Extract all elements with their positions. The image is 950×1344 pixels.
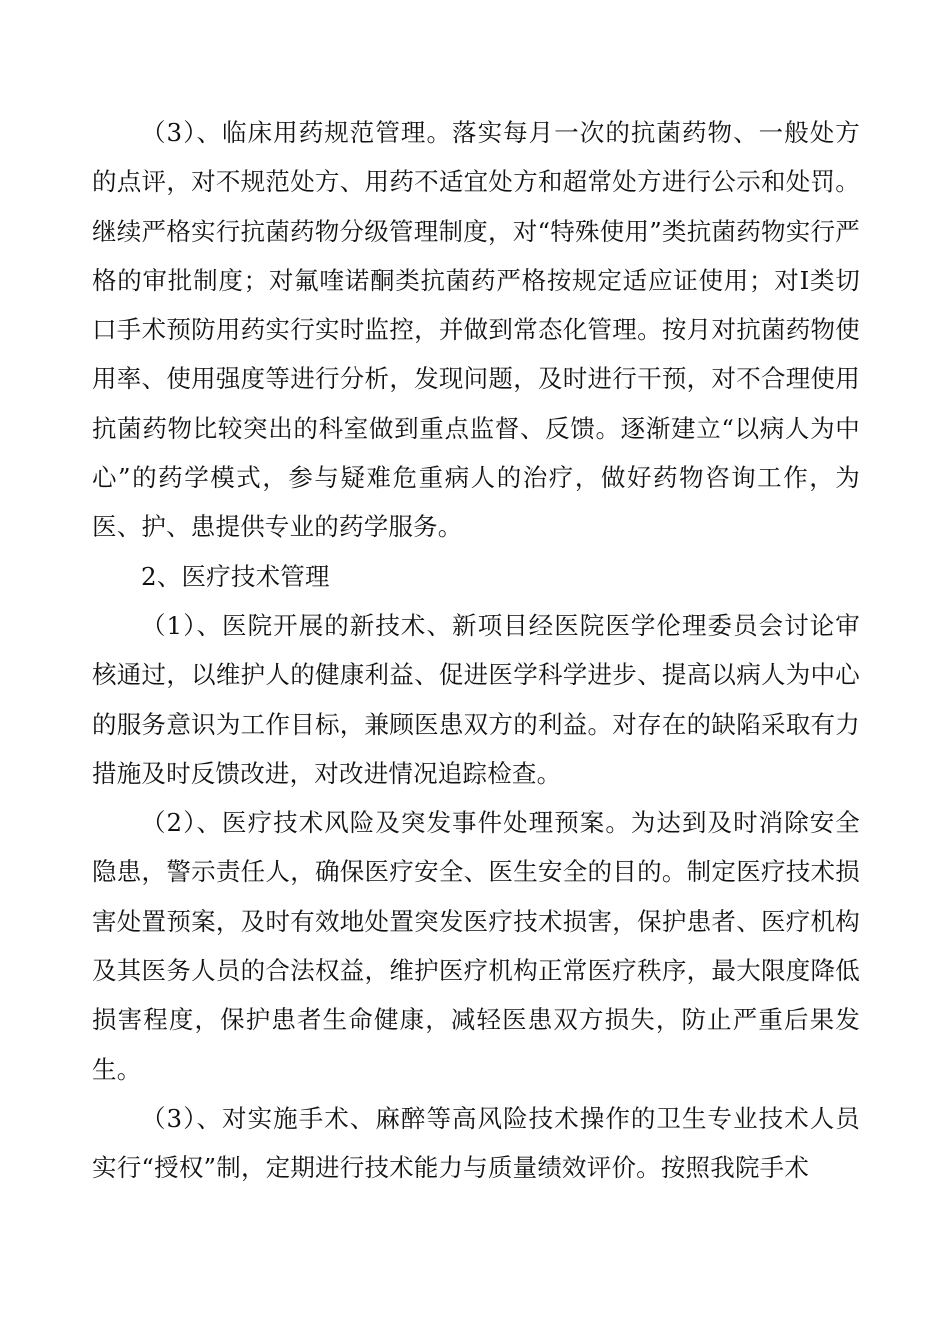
- section-heading-medical-technology: 2、医疗技术管理: [141, 561, 330, 591]
- paragraph-risk-emergency-plan: （2）、医疗技术风险及突发事件处理预案。为达到及时消除安全隐患，警示责任人，确保医疗安全、医生安全的目的。制定医疗技术损害处置预案，及时有效地处置突发医疗技术损害，保护患者、医疗机构及其医务人员的合法权益，维护医疗机构正常医疗秩序，最大限度降低损害程度，保护患者生命健康，减轻医患双方损失，防止严重后果发生。: [92, 808, 860, 1084]
- document-page: [92, 108, 860, 1193]
- paragraph-clinical-drug-management: （3）、临床用药规范管理。落实每月一次的抗菌药物、一般处方的点评，对不规范处方、用药不适宜处方和超常处方进行公示和处罚。继续严格实行抗菌药物分级管理制度，对“特殊使用”类抗菌药物实行严格的审批制度；对氟喹诺酮类抗菌药严格按规定适应证使用；对Ⅰ类切口手术预防用药实行实时监控，并做到常态化管理。按月对抗菌药物使用率、使用强度等进行分析，发现问题，及时进行干预，对不合理使用抗菌药物比较突出的科室做到重点监督、反馈。逐渐建立“以病人为中心”的药学模式，参与疑难危重病人的治疗，做好药物咨询工作，为医、护、患提供专业的药学服务。: [92, 118, 860, 542]
- paragraph-authorization-system: （3）、对实施手术、麻醉等高风险技术操作的卫生专业技术人员实行“授权”制，定期进行技术能力与质量绩效评价。按照我院手术: [92, 1103, 860, 1183]
- paragraph-new-technology-review: （1）、医院开展的新技术、新项目经医院医学伦理委员会讨论审核通过，以维护人的健康利益、促进医学科学进步、提高以病人为中心的服务意识为工作目标，兼顾医患双方的利益。对存在的缺陷采取有力措施及时反馈改进，对改进情况追踪检查。: [92, 610, 860, 788]
